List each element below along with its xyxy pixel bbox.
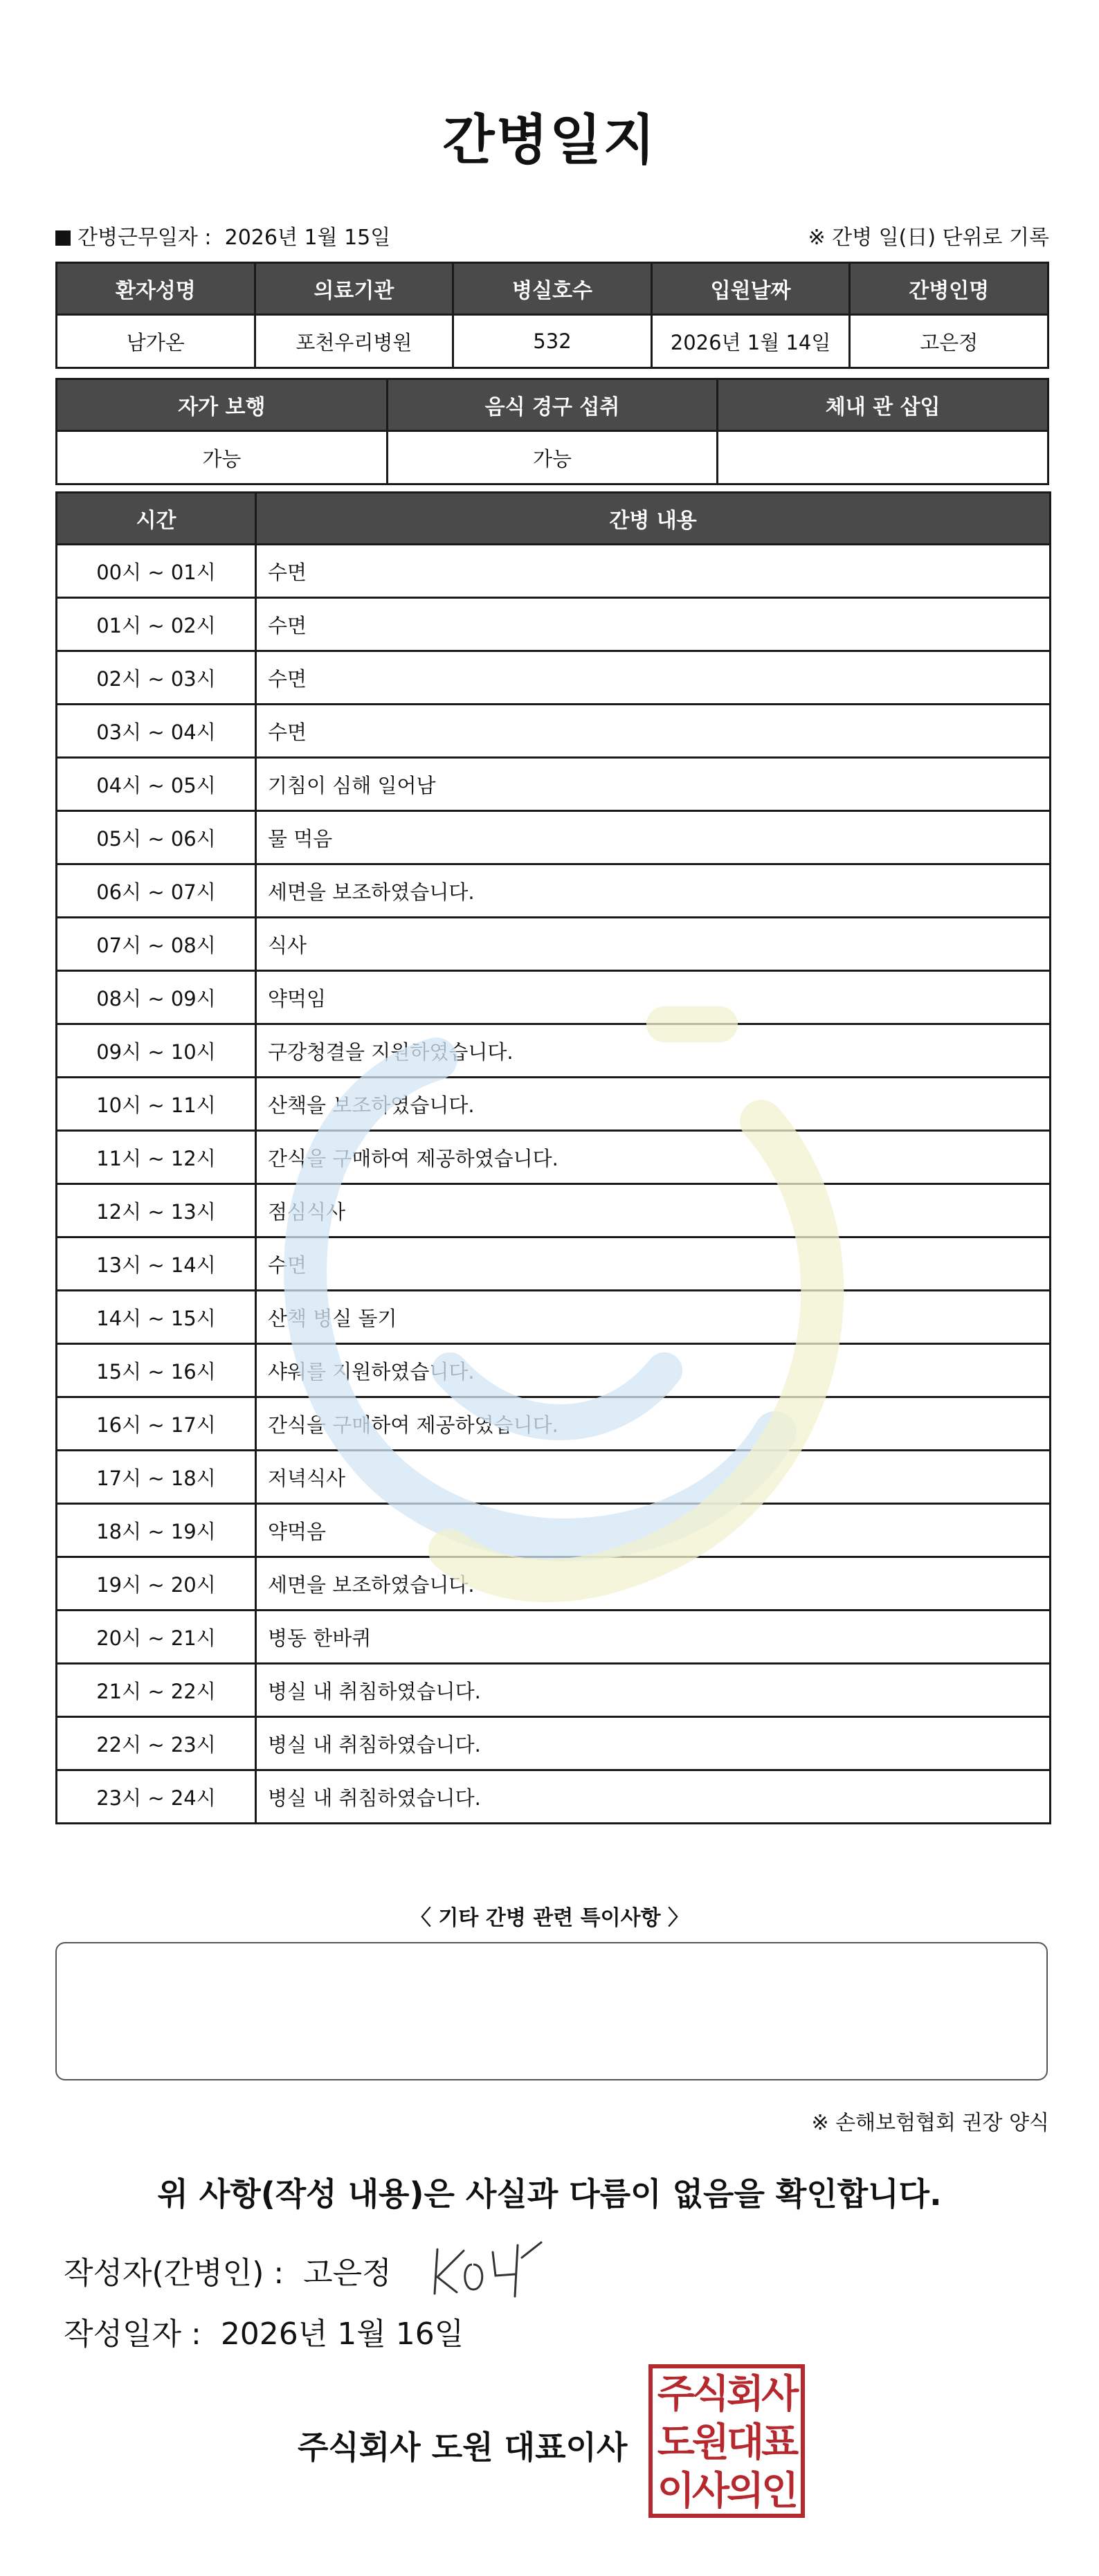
table-row: [57, 1611, 1051, 1664]
square-bullet-icon: [55, 230, 71, 246]
table-row: [57, 1344, 1051, 1397]
header-room-number: 병실호수: [453, 263, 652, 315]
table-row: [57, 1078, 1051, 1131]
content-cell: 식사: [256, 918, 1051, 971]
table-row: [57, 598, 1051, 651]
writer-label: 작성자(간병인) :: [64, 2256, 284, 2291]
work-date-value: 2026년 1월 15일: [224, 226, 391, 250]
content-cell: 수면: [256, 545, 1051, 598]
time-cell: 21시 ~ 22시: [57, 1664, 256, 1717]
header-caregiver-name: 간병인명: [850, 263, 1048, 315]
content-cell: 점심식사: [256, 1184, 1051, 1237]
table-row: [57, 758, 1051, 811]
header-patient-name: 환자성명: [57, 263, 255, 315]
company-representative: 주식회사 도원 대표이사: [298, 2429, 628, 2466]
written-date-line: [64, 2309, 464, 2353]
writer-line: [64, 2248, 392, 2292]
table-row: [57, 705, 1051, 758]
content-cell: 병실 내 취침하였습니다.: [256, 1770, 1051, 1824]
time-cell: 15시 ~ 16시: [57, 1344, 256, 1397]
written-date-label: 작성일자 :: [64, 2316, 201, 2352]
written-date-value: 2026년 1월 16일: [220, 2316, 464, 2352]
content-cell: 병실 내 취침하였습니다.: [256, 1664, 1051, 1717]
table-row: [57, 864, 1051, 918]
table-row: [57, 1717, 1051, 1770]
time-cell: 20시 ~ 21시: [57, 1611, 256, 1664]
table-row: [57, 545, 1051, 598]
walking-cell: 가능: [57, 431, 388, 484]
table-row: [57, 1397, 1051, 1451]
content-cell: 세면을 보조하였습니다.: [256, 864, 1051, 918]
time-cell: 04시 ~ 05시: [57, 758, 256, 811]
time-cell: 07시 ~ 08시: [57, 918, 256, 971]
page-title: 간병일지: [442, 109, 657, 172]
room-number-cell: 532: [453, 315, 652, 368]
table-row: [57, 1664, 1051, 1717]
patient-info-table: [55, 262, 1049, 369]
content-cell: 약먹음: [256, 1504, 1051, 1557]
content-cell: 수면: [256, 598, 1051, 651]
content-cell: 물 먹음: [256, 811, 1051, 864]
table-row: [57, 1451, 1051, 1504]
time-cell: 11시 ~ 12시: [57, 1131, 256, 1184]
content-cell: 간식을 구매하여 제공하였습니다.: [256, 1131, 1051, 1184]
notes-title: 〈 기타 간병 관련 특이사항 〉: [410, 1906, 689, 1930]
time-cell: 13시 ~ 14시: [57, 1237, 256, 1291]
header-admission-date: 입원날짜: [651, 263, 850, 315]
content-cell: 세면을 보조하였습니다.: [256, 1557, 1051, 1611]
time-cell: 06시 ~ 07시: [57, 864, 256, 918]
recommend-note: ※ 손해보험협회 권장 양식: [811, 2111, 1049, 2135]
time-cell: 16시 ~ 17시: [57, 1397, 256, 1451]
content-cell: 구강청결을 지원하였습니다.: [256, 1024, 1051, 1078]
content-cell: 간식을 구매하여 제공하였습니다.: [256, 1397, 1051, 1451]
content-cell: 산책을 보조하였습니다.: [256, 1078, 1051, 1131]
time-cell: 17시 ~ 18시: [57, 1451, 256, 1504]
content-cell: 병실 내 취침하였습니다.: [256, 1717, 1051, 1770]
content-cell: 샤워를 지원하였습니다.: [256, 1344, 1051, 1397]
seal-line: 이사의인: [657, 2469, 797, 2514]
patient-info-header-row: [57, 263, 1048, 315]
patient-info-value-row: [57, 315, 1048, 368]
seal-line: 도원대표: [657, 2420, 797, 2465]
oral-intake-cell: 가능: [387, 431, 718, 484]
confirmation-statement: 위 사항(작성 내용)은 사실과 다름이 없음을 확인합니다.: [157, 2175, 942, 2213]
patient-name-cell: 남가온: [57, 315, 255, 368]
header-oral-intake: 음식 경구 섭취: [387, 379, 718, 431]
header-time: 시간: [57, 493, 256, 545]
header-tube-insertion: 체내 관 삽입: [718, 379, 1048, 431]
time-cell: 05시 ~ 06시: [57, 811, 256, 864]
seal-line: 주식회사: [657, 2372, 797, 2417]
time-cell: 02시 ~ 03시: [57, 651, 256, 705]
content-cell: 기침이 심해 일어남: [256, 758, 1051, 811]
table-row: [57, 1504, 1051, 1557]
table-row: [57, 1184, 1051, 1237]
table-row: [57, 1237, 1051, 1291]
header-walking: 자가 보행: [57, 379, 388, 431]
time-cell: 09시 ~ 10시: [57, 1024, 256, 1078]
time-cell: 19시 ~ 20시: [57, 1557, 256, 1611]
content-cell: 수면: [256, 705, 1051, 758]
table-row: [57, 1024, 1051, 1078]
content-cell: 저녁식사: [256, 1451, 1051, 1504]
table-row: [57, 1291, 1051, 1344]
time-cell: 01시 ~ 02시: [57, 598, 256, 651]
time-cell: 00시 ~ 01시: [57, 545, 256, 598]
time-cell: 18시 ~ 19시: [57, 1504, 256, 1557]
patient-status-value-row: [57, 431, 1048, 484]
time-cell: 22시 ~ 23시: [57, 1717, 256, 1770]
header-hospital: 의료기관: [255, 263, 453, 315]
table-row: [57, 811, 1051, 864]
work-date-label: 간병근무일자 :: [78, 226, 212, 250]
writer-name: 고은정: [303, 2256, 392, 2291]
patient-status-header-row: [57, 379, 1048, 431]
table-row: [57, 651, 1051, 705]
time-cell: 23시 ~ 24시: [57, 1770, 256, 1824]
hourly-log-table: [55, 491, 1051, 1824]
unit-note: ※ 간병 일(日) 단위로 기록: [808, 226, 1049, 250]
time-cell: 14시 ~ 15시: [57, 1291, 256, 1344]
table-row: [57, 971, 1051, 1024]
time-cell: 03시 ~ 04시: [57, 705, 256, 758]
content-cell: 약먹임: [256, 971, 1051, 1024]
patient-status-table: [55, 378, 1049, 485]
content-cell: 수면: [256, 1237, 1051, 1291]
special-notes-box[interactable]: [55, 1942, 1048, 2080]
time-cell: 08시 ~ 09시: [57, 971, 256, 1024]
table-row: [57, 1131, 1051, 1184]
handwritten-signature: [429, 2237, 547, 2299]
tube-insertion-cell: [718, 431, 1048, 484]
table-row: [57, 918, 1051, 971]
header-care-content: 간병 내용: [256, 493, 1051, 545]
company-seal-stamp: [648, 2364, 805, 2518]
table-row: [57, 1770, 1051, 1824]
content-cell: 병동 한바퀴: [256, 1611, 1051, 1664]
content-cell: 수면: [256, 651, 1051, 705]
log-header-row: [57, 493, 1051, 545]
time-cell: 10시 ~ 11시: [57, 1078, 256, 1131]
content-cell: 산책 병실 돌기: [256, 1291, 1051, 1344]
hospital-cell: 포천우리병원: [255, 315, 453, 368]
work-date-line: [55, 220, 390, 251]
time-cell: 12시 ~ 13시: [57, 1184, 256, 1237]
table-row: [57, 1557, 1051, 1611]
caregiver-name-cell: 고은정: [850, 315, 1048, 368]
admission-date-cell: 2026년 1월 14일: [651, 315, 850, 368]
